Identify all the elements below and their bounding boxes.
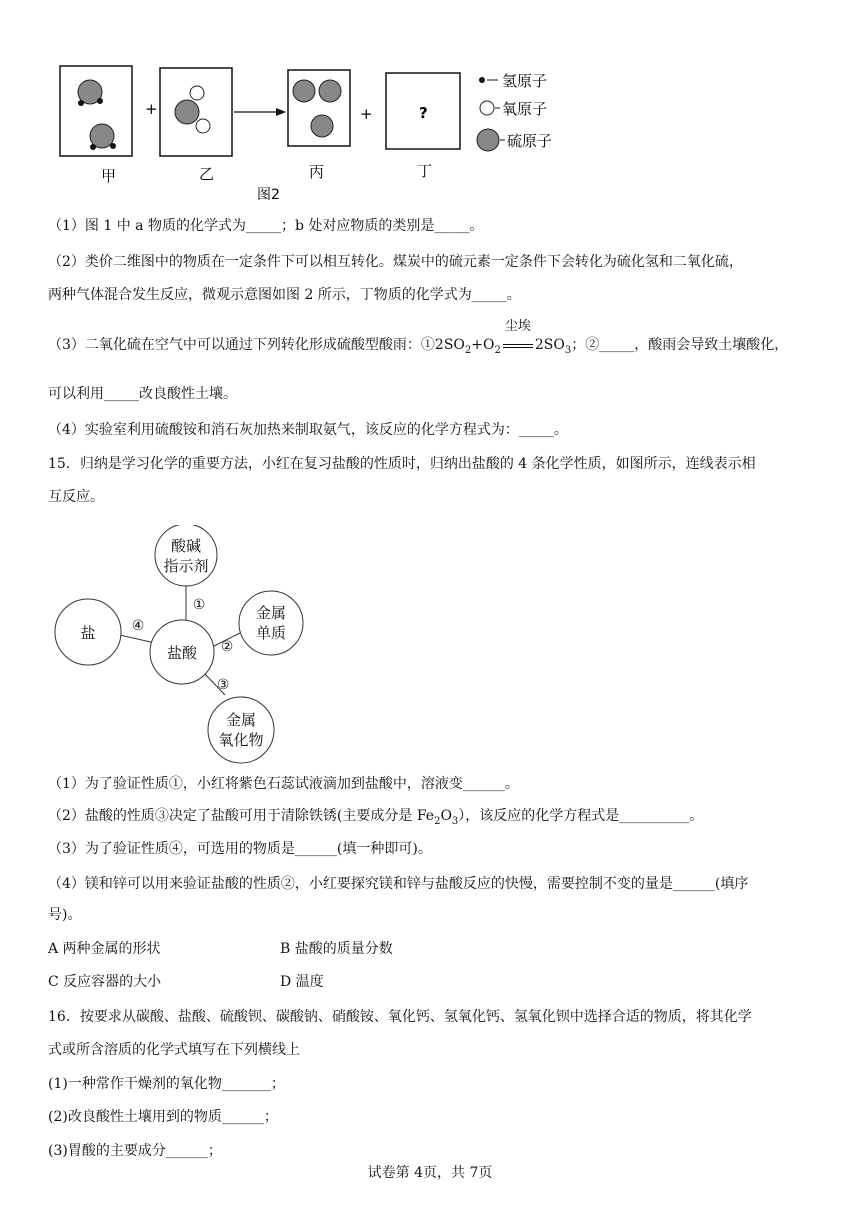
plus-sign-2: + (360, 105, 373, 123)
unknown-product-mark: ? (419, 104, 428, 122)
sulfur-atom-bing-1 (293, 80, 315, 102)
metal-label-2: 单质 (255, 624, 287, 642)
q15-part-2 (48, 805, 703, 833)
legend-sulfur: 硫原子 (507, 132, 553, 150)
oxygen-atom-icon (480, 101, 494, 115)
q16-stem-line-2: 式或所含溶质的化学式填写在下列横线上 (48, 1042, 300, 1058)
q14-part-2-line-1: （2）类价二维图中的物质在一定条件下可以相互转化。煤炭中的硫元素一定条件下会转化为硫化氢和二氧化硫， (48, 254, 743, 270)
q15-p2-post: ），该反应的化学方程式是__________。 (458, 808, 704, 824)
q15-p2-pre: （2）盐酸的性质③决定了盐酸可用于清除铁锈(主要成分是 Fe (48, 808, 435, 824)
page-footer: 试卷第 4页，共 7页 (367, 1165, 493, 1181)
metal-label-1: 金属 (255, 604, 287, 622)
legend-hydrogen: 氢原子 (502, 72, 548, 90)
indicator-label-2: 指示剂 (163, 557, 209, 575)
hydrochloric-acid-properties-diagram (50, 525, 320, 770)
q15-part-3: （3）为了验证性质④，可选用的物质是______(填一种即可)。 (48, 841, 432, 857)
q14-p3-pre: （3）二氧化硫在空气中可以通过下列转化形成硫酸型酸雨：①2SO (48, 337, 465, 353)
q15-part-1: （1）为了验证性质①，小红将紫色石蕊试液滴加到盐酸中，溶液变______。 (48, 776, 519, 792)
molecule-jia-2 (90, 124, 116, 150)
salt-label: 盐 (80, 624, 96, 642)
q16-stem-line-1: 16．按要求从碳酸、盐酸、硫酸钡、碳酸钠、硝酸铵、氧化钙、氢氧化钙、氢氧化钡中选择合适的物质，将其化学 (48, 1009, 752, 1025)
q15-part-4-line-2: 号)。 (48, 907, 82, 923)
q16-item-1: (1)一种常作干燥剂的氧化物_______； (48, 1076, 285, 1092)
node-metal-oxide (208, 697, 274, 763)
legend-oxygen: 氧原子 (502, 100, 548, 118)
reaction-arrow-head (276, 108, 286, 116)
property-number-4: ④ (131, 618, 145, 634)
formula-O: O (440, 808, 452, 824)
label-jia: 甲 (101, 167, 117, 185)
q16-item-3: (3)胃酸的主要成分______； (48, 1143, 222, 1159)
option-c: C 反应容器的大小 (48, 974, 162, 990)
option-d: D 温度 (280, 974, 324, 990)
label-yi: 乙 (199, 165, 215, 183)
q14-part-1: （1）图 1 中 a 物质的化学式为_____；b 处对应物质的类别是_____。 (48, 218, 484, 234)
property-number-1: ① (192, 597, 206, 613)
indicator-label-1: 酸碱 (170, 537, 202, 555)
q14-p3-post: 2SO (534, 337, 565, 353)
condition-dust: 尘埃 (504, 319, 531, 334)
plus-sign-1: + (145, 100, 158, 118)
node-metal (239, 591, 303, 655)
label-ding: 丁 (417, 162, 433, 180)
legend (477, 72, 552, 151)
property-number-3: ③ (216, 677, 230, 693)
q15-stem-line-1: 15．归纳是学习化学的重要方法，小红在复习盐酸的性质时，归纳出盐酸的 4 条化学性质，如图所示，连线表示相 (48, 456, 756, 472)
sulfur-atom-bing-3 (311, 115, 333, 137)
oxide-label-2: 氧化物 (218, 731, 264, 749)
q14-part-3-line-1 (48, 319, 789, 362)
sub-3b: 3 (451, 815, 459, 827)
q14-p3-end: ；②_____，酸雨会导致土壤酸化， (571, 337, 789, 353)
q14-part-4: （4）实验室利用硫酸铵和消石灰加热来制取氨气，该反应的化学方程式为：_____。 (48, 422, 568, 438)
q14-part-2-line-2: 两种气体混合发生反应，微观示意图如图 2 所示，丁物质的化学式为_____。 (48, 287, 521, 303)
option-a: A 两种金属的形状 (48, 941, 161, 957)
q14-part-3-line-2: 可以利用_____改良酸性土壤。 (48, 386, 237, 402)
option-b: B 盐酸的质量分数 (280, 941, 393, 957)
sub-2c: 2 (434, 815, 441, 827)
figure-caption: 图2 (257, 187, 280, 203)
q14-p3-mid: +O (471, 337, 495, 353)
sub-3: 3 (564, 344, 572, 356)
hydrogen-atom-icon (479, 77, 485, 83)
reaction-condition (501, 319, 535, 356)
molecule-yi (175, 86, 210, 133)
sub-2b: 2 (494, 344, 501, 356)
q15-stem-line-2: 互反应。 (48, 489, 104, 505)
node-indicator (155, 525, 217, 586)
sulfur-atom-icon (477, 129, 499, 151)
oxide-label-1: 金属 (225, 711, 257, 729)
acid-label: 盐酸 (166, 644, 198, 662)
property-number-2: ② (220, 639, 234, 655)
q16-item-2: (2)改良酸性土壤用到的物质______； (48, 1109, 278, 1125)
q15-part-4-line-1: （4）镁和锌可以用来验证盐酸的性质②，小红要探究镁和锌与盐酸反应的快慢，需要控制不变的量是______(填序 (48, 876, 749, 892)
label-bing: 丙 (309, 163, 325, 181)
figure-2-diagram (50, 60, 590, 205)
molecule-jia-1 (78, 80, 103, 106)
sub-2: 2 (464, 344, 472, 356)
sulfur-atom-bing-2 (319, 80, 341, 102)
